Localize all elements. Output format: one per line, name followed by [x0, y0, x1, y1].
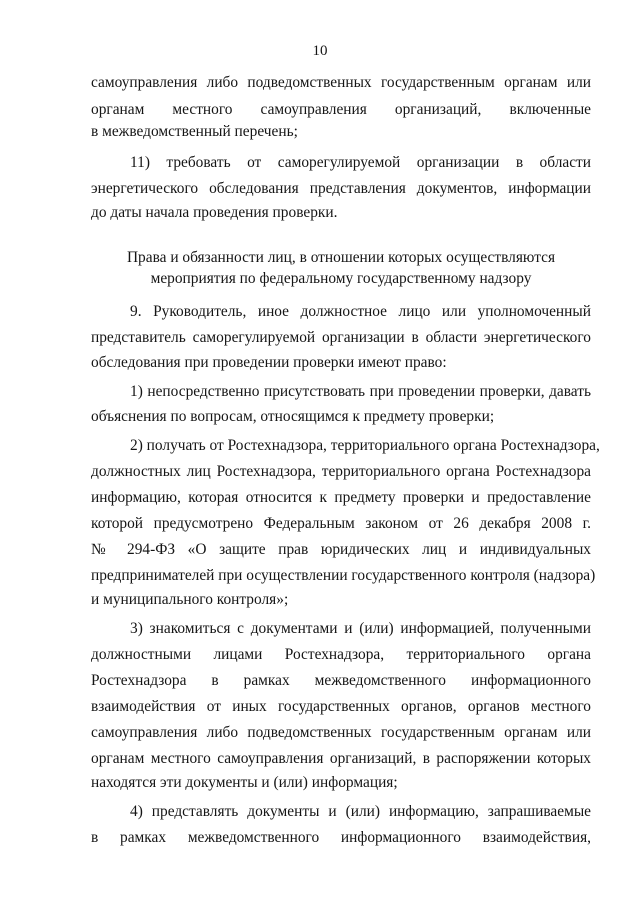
text-line: в рамках межведомственного информационного взаимодействия,: [91, 829, 591, 846]
section-heading-line: мероприятия по федеральному государственному надзору: [150, 270, 532, 287]
text-line: должностными лицами Ростехнадзора, территориального органа: [91, 646, 591, 663]
text-line: объяснения по вопросам, относящимся к предмету проверки;: [91, 408, 495, 425]
text-line: должностных лиц Ростехнадзора, территориального органа Ростехнадзора: [91, 463, 591, 480]
text-line: в межведомственный перечень;: [91, 123, 298, 140]
text-line: 2) получать от Ростехнадзора, территориального органа Ростехнадзора,: [130, 437, 600, 454]
text-line: которой предусмотрено Федеральным законом от 26 декабря 2008 г.: [91, 515, 591, 532]
text-line: 4) представлять документы и (или) информацию, запрашиваемые: [130, 803, 591, 820]
text-line: 1) непосредственно присутствовать при проведении проверки, давать: [130, 383, 591, 400]
text-line: № 294-ФЗ «О защите прав юридических лиц и индивидуальных: [91, 541, 591, 558]
text-line: 9. Руководитель, иное должностное лицо или уполномоченный: [130, 303, 591, 320]
text-line: самоуправления либо подведомственных государственным органам или: [91, 74, 591, 91]
text-line: органам местного самоуправления организаций, включенные: [91, 101, 591, 118]
text-line: предпринимателей при осуществлении государственного контроля (надзора): [91, 567, 596, 584]
section-heading-line: Права и обязанности лиц, в отношении которых осуществляются: [126, 249, 556, 266]
text-line: до даты начала проведения проверки.: [91, 204, 338, 221]
text-line: взаимодействия от иных государственных органов, органов местного: [91, 698, 591, 715]
text-line: 11) требовать от саморегулируемой организации в области: [130, 154, 591, 171]
text-line: 3) знакомиться с документами и (или) информацией, полученными: [130, 620, 591, 637]
text-line: представитель саморегулируемой организации в области энергетического: [91, 329, 591, 346]
text-line: Ростехнадзора в рамках межведомственного информационного: [91, 672, 591, 689]
text-line: и муниципального контроля»;: [91, 591, 289, 608]
page-number: 10: [312, 43, 328, 59]
text-line: информацию, которая относится к предмету проверки и предоставление: [91, 489, 591, 506]
text-line: обследования при проведении проверки имеют право:: [91, 354, 447, 371]
text-line: энергетического обследования представления документов, информации: [91, 180, 591, 197]
text-line: самоуправления либо подведомственных государственным органам или: [91, 724, 591, 741]
text-line: находятся эти документы и (или) информация;: [91, 774, 398, 791]
text-line: органам местного самоуправления организаций, в распоряжении которых: [91, 750, 591, 767]
